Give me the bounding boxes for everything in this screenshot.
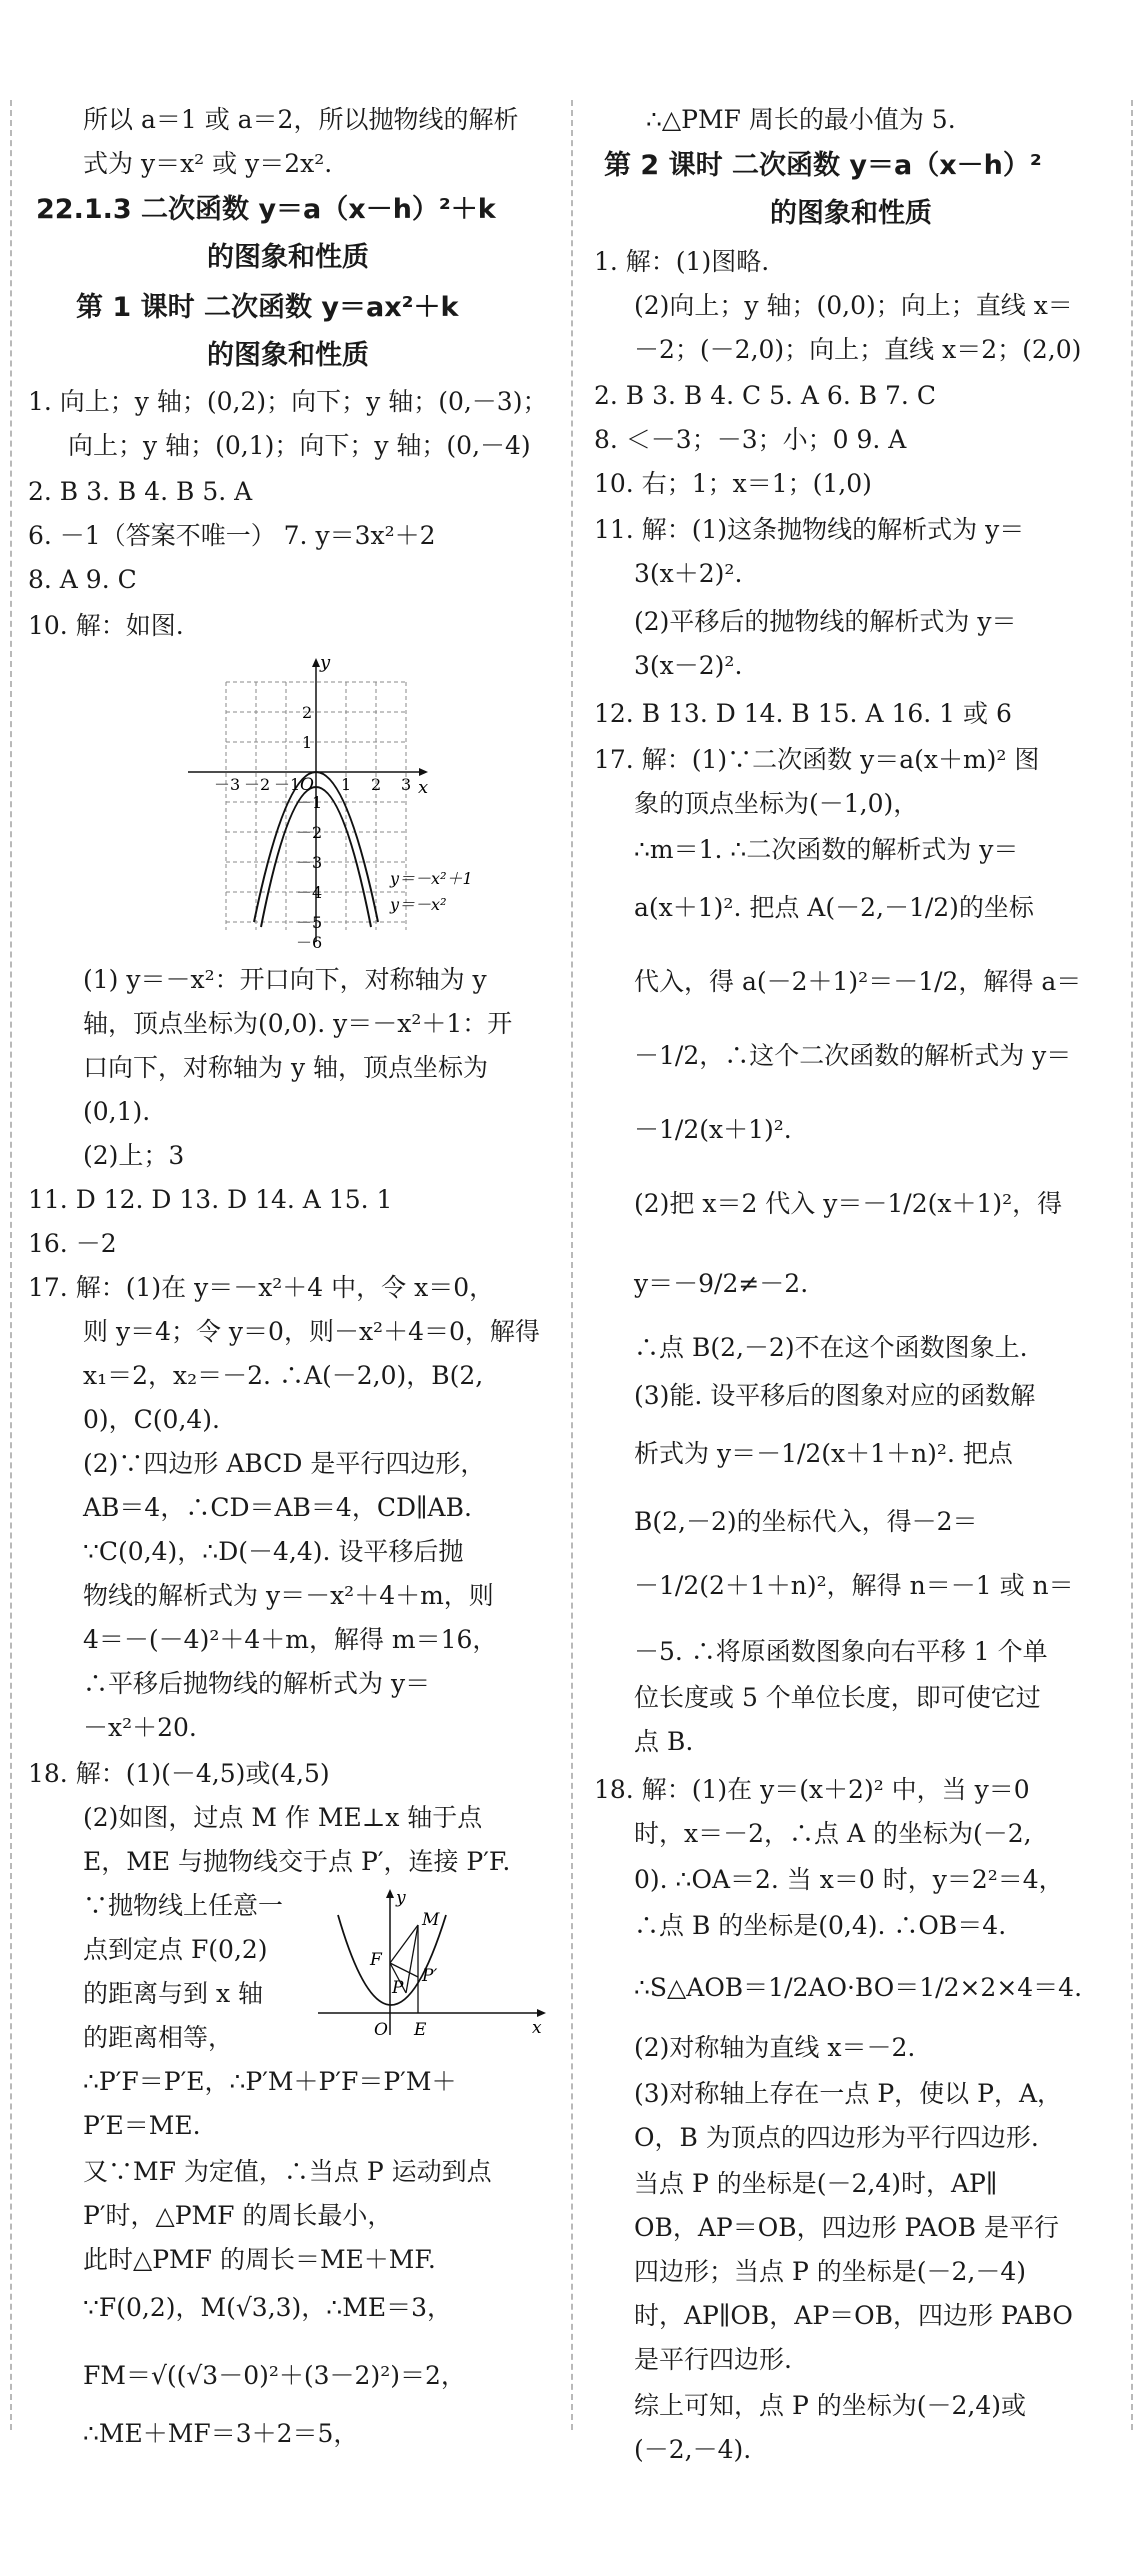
section-heading: 22.1.3 二次函数 y＝a（x－h）²＋k xyxy=(36,194,496,225)
answer-line: 2. B 3. B 4. C 5. A 6. B 7. C xyxy=(594,381,936,410)
text-line: 是平行四边形. xyxy=(634,2345,792,2374)
text-line: (1) y＝－x²：开口向下，对称轴为 y xyxy=(83,965,487,994)
text-line: 点到定点 F(0,2) xyxy=(83,1935,268,1964)
point-F-label: F xyxy=(370,1950,382,1970)
y-tick: 2 xyxy=(302,703,313,722)
text-line: ∴点 B 的坐标是(0,4). ∴OB＝4. xyxy=(634,1911,1007,1940)
text-line: ∴平移后抛物线的解析式为 y＝ xyxy=(83,1669,431,1698)
text-line: B(2,－2)的坐标代入，得－2＝ xyxy=(634,1507,978,1536)
answer-line: 18. 解：(1)(－4,5)或(4,5) xyxy=(28,1759,330,1788)
text-line: (2)对称轴为直线 x＝－2. xyxy=(634,2033,916,2062)
text-line: 析式为 y＝－1/2(x＋1＋n)². 把点 xyxy=(634,1439,1013,1468)
text-line: ∴ME＋MF＝3＋2＝5， xyxy=(83,2419,359,2448)
text-line: 则 y＝4；令 y＝0，则－x²＋4＝0，解得 xyxy=(83,1317,540,1346)
answer-line: 17. 解：(1)∵二次函数 y＝a(x＋m)² 图 xyxy=(594,745,1040,774)
x-tick: －1 xyxy=(274,775,301,794)
curve-label: y＝－x²＋1 xyxy=(390,869,473,888)
text-line: 四边形；当点 P 的坐标是(－2,－4) xyxy=(634,2257,1026,2286)
text-line: 时，x＝－2，∴点 A 的坐标为(－2, xyxy=(634,1819,1032,1848)
text-line: (－2,－4). xyxy=(634,2435,752,2464)
text-line: 0). ∴OA＝2. 当 x＝0 时，y＝2²＝4， xyxy=(634,1865,1064,1894)
point-P-prime-label: P′ xyxy=(422,1966,438,1986)
text-line: 所以 a＝1 或 a＝2，所以抛物线的解析 xyxy=(83,105,519,134)
text-line: (2)把 x＝2 代入 y＝－1/2(x＋1)²，得 xyxy=(634,1189,1063,1218)
y-tick: －2 xyxy=(296,823,323,842)
answer-line: 18. 解：(1)在 y＝(x＋2)² 中，当 y＝0 xyxy=(594,1775,1030,1804)
text-line: 此时△PMF 的周长＝ME＋MF. xyxy=(83,2245,436,2274)
text-line: (2)向上；y 轴；(0,0)；向上；直线 x＝ xyxy=(634,291,1073,320)
answer-line: 12. B 13. D 14. B 15. A 16. 1 或 6 xyxy=(594,699,1012,728)
text-line: 综上可知，点 P 的坐标为(－2,4)或 xyxy=(634,2391,1026,2420)
text-line: ∴S△AOB＝1/2AO·BO＝1/2×2×4＝4. xyxy=(634,1973,1083,2002)
answer-line: 6. －1（答案不唯一） 7. y＝3x²＋2 xyxy=(28,521,436,550)
point-P-label: P xyxy=(392,1978,404,1998)
text-line: 口向下，对称轴为 y 轴，顶点坐标为 xyxy=(83,1053,489,1082)
point-M-label: M xyxy=(422,1910,440,1930)
text-line: －x²＋20. xyxy=(83,1713,197,1742)
left-margin-rule xyxy=(10,100,12,2430)
text-line: 当点 P 的坐标是(－2,4)时，AP∥ xyxy=(634,2169,998,2198)
text-line: 象的顶点坐标为(－1,0)， xyxy=(634,789,919,818)
text-line: －5. ∴将原函数图象向右平移 1 个单 xyxy=(634,1637,1048,1666)
text-line: ∴△PMF 周长的最小值为 5. xyxy=(646,105,956,134)
text-line: 点 B. xyxy=(634,1727,694,1756)
column-divider xyxy=(571,100,573,2430)
x-tick: －2 xyxy=(244,775,271,794)
answer-line: 8. A 9. C xyxy=(28,565,137,594)
text-line: ∴m＝1. ∴二次函数的解析式为 y＝ xyxy=(634,835,1019,864)
text-line: ∵F(0,2)，M(√3,3)，∴ME＝3， xyxy=(83,2293,452,2322)
y-axis-label: y xyxy=(320,652,331,673)
answer-line: 2. B 3. B 4. B 5. A xyxy=(28,477,253,506)
point-E-label: E xyxy=(414,2020,427,2040)
text-line: (2)如图，过点 M 作 ME⊥x 轴于点 xyxy=(83,1803,483,1832)
answer-line: 17. 解：(1)在 y＝－x²＋4 中，令 x＝0， xyxy=(28,1273,495,1302)
origin-label: O xyxy=(300,775,314,795)
answer-line: 10. 右；1；x＝1；(1,0) xyxy=(594,469,872,498)
text-line: (3)能. 设平移后的图象对应的函数解 xyxy=(634,1381,1036,1410)
text-line: ∴点 B(2,－2)不在这个函数图象上. xyxy=(634,1333,1028,1362)
parabola-focus-graph xyxy=(318,1885,548,2045)
text-line: P′时，△PMF 的周长最小， xyxy=(83,2201,393,2230)
text-line: E，ME 与抛物线交于点 P′，连接 P′F. xyxy=(83,1847,511,1876)
text-line: 又∵MF 为定值，∴当点 P 运动到点 xyxy=(83,2157,492,2186)
text-line: 时，AP∥OB，AP＝OB，四边形 PABO xyxy=(634,2301,1073,2330)
y-tick: 1 xyxy=(302,733,313,752)
text-line: ∵C(0,4)，∴D(－4,4). 设平移后抛 xyxy=(83,1537,464,1566)
text-line: y＝－9/2≠－2. xyxy=(634,1269,809,1298)
text-line: x₁＝2，x₂＝－2. ∴A(－2,0)，B(2, xyxy=(83,1361,484,1390)
y-tick: －5 xyxy=(296,913,323,932)
x-label: x xyxy=(532,2018,542,2038)
text-line: 的距离与到 x 轴 xyxy=(83,1979,263,2008)
y-tick: －4 xyxy=(296,883,323,902)
text-line: 代入，得 a(－2＋1)²＝－1/2，解得 a＝ xyxy=(634,967,1082,996)
y-tick: －3 xyxy=(296,853,323,872)
right-margin-rule xyxy=(1131,100,1133,2430)
lesson-heading: 第 2 课时 二次函数 y＝a（x－h）² xyxy=(604,150,1042,181)
text-line: 轴，顶点坐标为(0,0). y＝－x²＋1：开 xyxy=(83,1009,513,1038)
text-line: 4＝－(－4)²＋4＋m，解得 m＝16， xyxy=(83,1625,498,1654)
text-line: O，B 为顶点的四边形为平行四边形. xyxy=(634,2123,1039,2152)
x-axis-label: x xyxy=(418,777,429,798)
answer-line: 11. D 12. D 13. D 14. A 15. 1 xyxy=(28,1185,393,1214)
text-line: －1/2(x＋1)². xyxy=(634,1115,792,1144)
text-line: 3(x＋2)². xyxy=(634,559,743,588)
y-tick: －1 xyxy=(296,793,323,812)
text-line: 物线的解析式为 y＝－x²＋4＋m，则 xyxy=(83,1581,494,1610)
answer-line: 1. 向上；y 轴；(0,2)；向下；y 轴；(0,－3)； xyxy=(28,387,548,416)
answer-line: 8. ＜－3；－3；小；0 9. A xyxy=(594,425,907,454)
section-heading-cont: 的图象和性质 xyxy=(207,242,369,273)
answer-line: 向上；y 轴；(0,1)；向下；y 轴；(0,－4) xyxy=(68,431,531,460)
text-line: ∴P′F＝P′E，∴P′M＋P′F＝P′M＋ xyxy=(83,2067,457,2096)
text-line: －1/2(2＋1＋n)²，解得 n＝－1 或 n＝ xyxy=(634,1571,1074,1600)
parabola-graph xyxy=(178,652,508,952)
text-line: a(x＋1)². 把点 A(－2,－1/2)的坐标 xyxy=(634,893,1034,922)
answer-line: 11. 解：(1)这条抛物线的解析式为 y＝ xyxy=(594,515,1025,544)
x-tick: 1 xyxy=(341,775,352,794)
text-line: (2)平移后的抛物线的解析式为 y＝ xyxy=(634,607,1017,636)
text-line: FM＝√((√3－0)²＋(3－2)²)＝2， xyxy=(83,2361,466,2390)
text-line: 位长度或 5 个单位长度，即可使它过 xyxy=(634,1683,1041,1712)
x-tick: －3 xyxy=(214,775,241,794)
text-line: －1/2，∴这个二次函数的解析式为 y＝ xyxy=(634,1041,1072,1070)
line-PM xyxy=(406,1925,418,1993)
y-label: y xyxy=(396,1888,406,1908)
text-line: (0,1). xyxy=(83,1097,151,1126)
text-line: －2；(－2,0)；向上；直线 x＝2；(2,0) xyxy=(634,335,1082,364)
answer-line: 1. 解：(1)图略. xyxy=(594,247,770,276)
origin-label: O xyxy=(374,2020,388,2040)
answer-line: 10. 解：如图. xyxy=(28,611,184,640)
text-line: OB，AP＝OB，四边形 PAOB 是平行 xyxy=(634,2213,1059,2242)
answer-line: 16. －2 xyxy=(28,1229,117,1258)
lesson-heading: 第 1 课时 二次函数 y＝ax²＋k xyxy=(76,292,459,323)
curve-label: y＝－x² xyxy=(390,895,447,914)
text-line: (2)上；3 xyxy=(83,1141,185,1170)
text-line: AB＝4，∴CD＝AB＝4，CD∥AB. xyxy=(83,1493,472,1522)
lesson-heading-cont: 的图象和性质 xyxy=(770,198,932,229)
text-line: 的距离相等， xyxy=(83,2023,234,2052)
text-line: ∵抛物线上任意一 xyxy=(83,1891,284,1920)
text-line: 3(x－2)². xyxy=(634,651,743,680)
text-line: P′E＝ME. xyxy=(83,2111,201,2140)
text-line: (3)对称轴上存在一点 P，使以 P，A， xyxy=(634,2079,1063,2108)
line-FM xyxy=(390,1925,418,1963)
x-tick: 2 xyxy=(371,775,382,794)
text-line: 式为 y＝x² 或 y＝2x². xyxy=(83,149,333,178)
lesson-heading-cont: 的图象和性质 xyxy=(207,340,369,371)
text-line: (2)∵四边形 ABCD 是平行四边形， xyxy=(83,1449,486,1478)
y-tick: －6 xyxy=(296,933,323,952)
x-tick: 3 xyxy=(401,775,412,794)
text-line: 0)，C(0,4). xyxy=(83,1405,220,1434)
